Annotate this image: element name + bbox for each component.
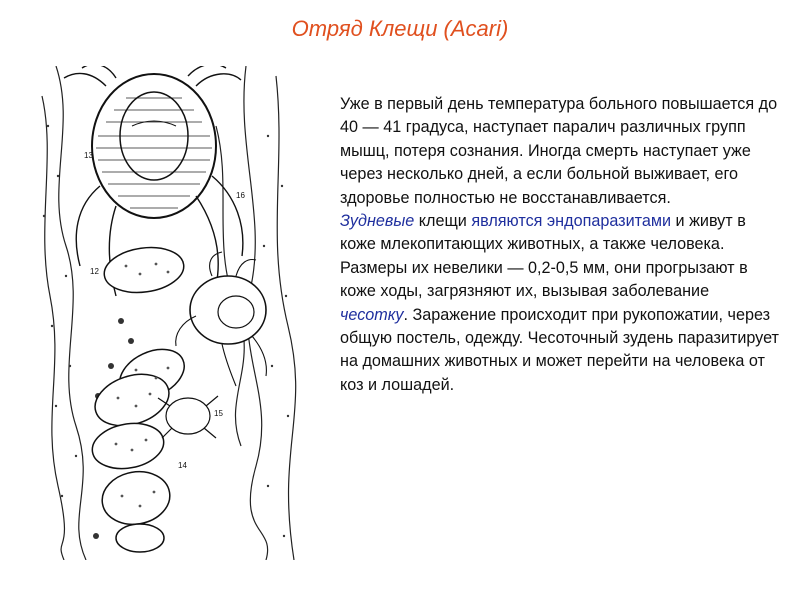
figure-label-15: 15 (214, 409, 223, 418)
term-zudnevye: Зудневые (340, 212, 415, 231)
term-scabies: чесотку (340, 305, 404, 324)
slide-title: Отряд Клещи (Acari) (291, 16, 509, 41)
paragraph-itch-mites (340, 210, 780, 397)
figure-label-13: 13 (84, 151, 93, 160)
slide-body (340, 93, 780, 397)
figure-label-16: 16 (236, 191, 245, 200)
term-endoparasites: являются эндопаразитами (471, 212, 672, 231)
mite-burrow-drawing (36, 66, 312, 560)
text-segment: клещи (414, 212, 472, 231)
paragraph-fever: Уже в первый день температура больного повышается до 40 — 41 градуса, наступает паралич различных групп мышц, потеря сознания. Иногда смерть наступает уже через несколько дней, а если больной выживает, его здоровье полностью не восстанавливается. (340, 95, 778, 207)
text-segment: . Заражение происходит при рукопожатии, через общую постель, одежду. Чесоточный зудень паразитирует на домашних животных и может перейти на человека от коз и лошадей. (340, 305, 779, 394)
figure-label-14: 14 (178, 461, 187, 470)
mite-burrow-illustration (36, 66, 312, 560)
text-segment: и живут в коже млекопитающих животных, а также человека. Размеры их невелики — 0,2-0,5 мм, они прогрызают в коже ходы, загрязняют их, вызывая заболевание (340, 212, 748, 301)
figure-label-12: 12 (90, 267, 99, 276)
